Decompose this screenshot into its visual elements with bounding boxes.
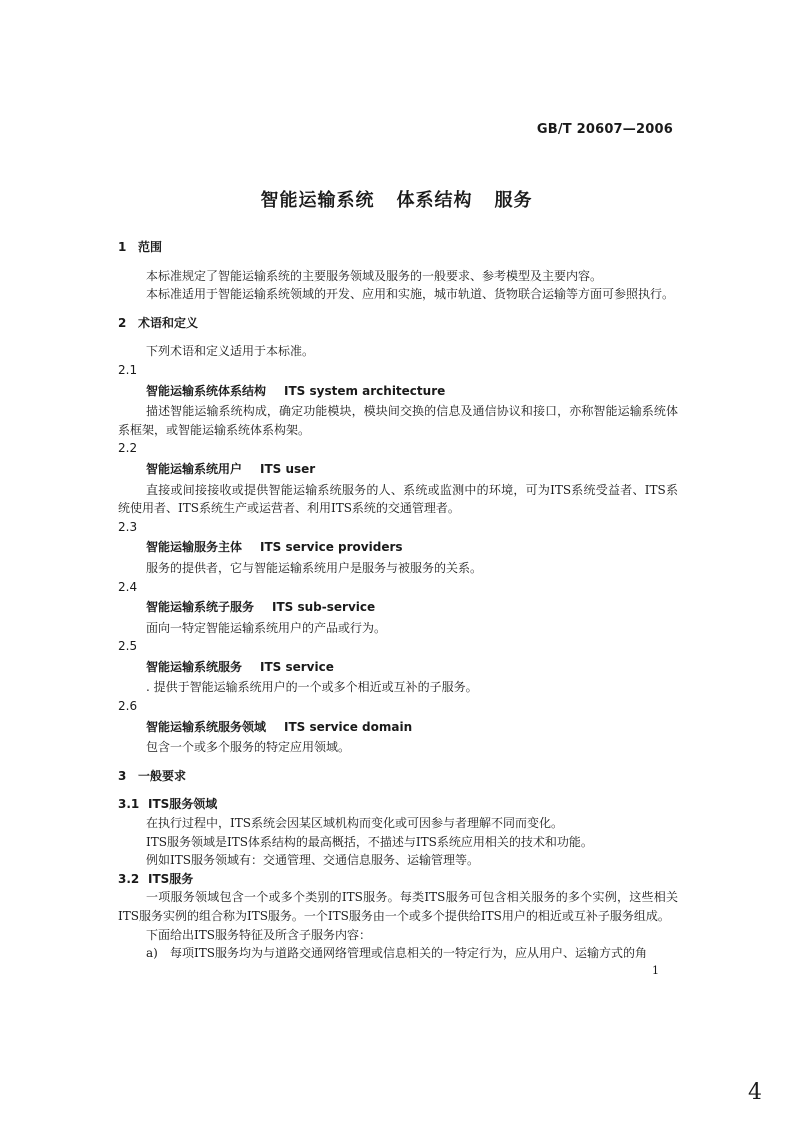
title-part-3: 服务: [494, 190, 533, 211]
term-2-2-number: 2.2: [118, 441, 138, 456]
term-2-1-number: 2.1: [118, 362, 138, 377]
title-part-2: 体系结构: [396, 190, 473, 211]
term-2-3-title: 智能运输服务主体 ITS service providers: [146, 540, 403, 555]
section-1-heading: 1 范围: [118, 240, 163, 254]
term-2-4-definition: 面向一特定智能运输系统用户的产品或行为。: [146, 620, 387, 635]
title-part-1: 智能运输系统: [260, 190, 375, 211]
term-2-6-number: 2.6: [118, 699, 138, 714]
section-1-para-1: 本标准规定了智能运输系统的主要服务领域及服务的一般要求、参考模型及主要内容。: [146, 268, 603, 283]
subsection-3-1-heading: 3.1 ITS服务领域: [118, 797, 218, 812]
list-item-a: a) 每项ITS服务均为与道路交通网络管理或信息相关的一特定行为，应从用户、运输方式的角: [146, 946, 647, 961]
term-2-2-title: 智能运输系统用户 ITS user: [146, 461, 316, 476]
term-2-3-number: 2.3: [118, 519, 138, 534]
scan-page-number: 4: [748, 1080, 762, 1105]
term-2-4-title: 智能运输系统子服务 ITS sub-service: [146, 600, 376, 615]
term-2-5-number: 2.5: [118, 639, 138, 654]
document-title: [0, 186, 793, 212]
term-2-3-definition: 服务的提供者，它与智能运输系统用户是服务与被服务的关系。: [146, 560, 483, 575]
section-2-intro: 下列术语和定义适用于本标准。: [146, 344, 315, 359]
document-body: [118, 238, 678, 963]
term-2-1-definition: 描述智能运输系统构成，确定功能模块，模块间交换的信息及通信协议和接口，亦称智能运输系统体系框架，或智能运输系统体系构架。: [118, 404, 678, 437]
term-2-5-definition: . 提供于智能运输系统用户的一个或多个相近或互补的子服务。: [146, 680, 478, 695]
standard-code: GB/T 20607—2006: [536, 122, 673, 137]
term-2-6-definition: 包含一个或多个服务的特定应用领域。: [146, 740, 351, 755]
subsection-3-2-para-2: 下面给出ITS服务特征及所含子服务内容：: [146, 927, 371, 942]
term-2-5-title: 智能运输系统服务 ITS service: [146, 659, 334, 674]
term-2-6-title: 智能运输系统服务领域 ITS service domain: [146, 719, 413, 734]
section-2-heading: 2 术语和定义: [118, 315, 199, 330]
section-3-heading: 3 一般要求: [118, 768, 187, 783]
term-2-1-title: 智能运输系统体系结构 ITS system architecture: [146, 383, 446, 398]
subsection-3-1-para-1: 在执行过程中，ITS系统会因某区域机构而变化或可因参与者理解不同而变化。: [146, 816, 563, 831]
subsection-3-1-para-3: 例如ITS服务领域有：交通管理、交通信息服务、运输管理等。: [146, 853, 479, 868]
section-1-para-2: 本标准适用于智能运输系统领域的开发、应用和实施，城市轨道、货物联合运输等方面可参照执行。: [146, 287, 675, 302]
term-2-4-number: 2.4: [118, 579, 138, 594]
term-2-2-definition: 直接或间接接收或提供智能运输系统服务的人、系统或监测中的环境，可为ITS系统受益者、ITS系统使用者、ITS系统生产或运营者、利用ITS系统的交通管理者。: [118, 482, 678, 516]
subsection-3-1-para-2: ITS服务领域是ITS体系结构的最高概括，不描述与ITS系统应用相关的技术和功能。: [146, 834, 593, 849]
subsection-3-2-heading: 3.2 ITS服务: [118, 871, 194, 886]
page-number: 1: [652, 964, 659, 977]
subsection-3-2-para-1: 一项服务领域包含一个或多个类别的ITS服务。每类ITS服务可包含相关服务的多个实例，这些相关ITS服务实例的组合称为ITS服务。一个ITS服务由一个或多个提供给ITS用户的相近或互补子服务组成。: [118, 890, 678, 923]
